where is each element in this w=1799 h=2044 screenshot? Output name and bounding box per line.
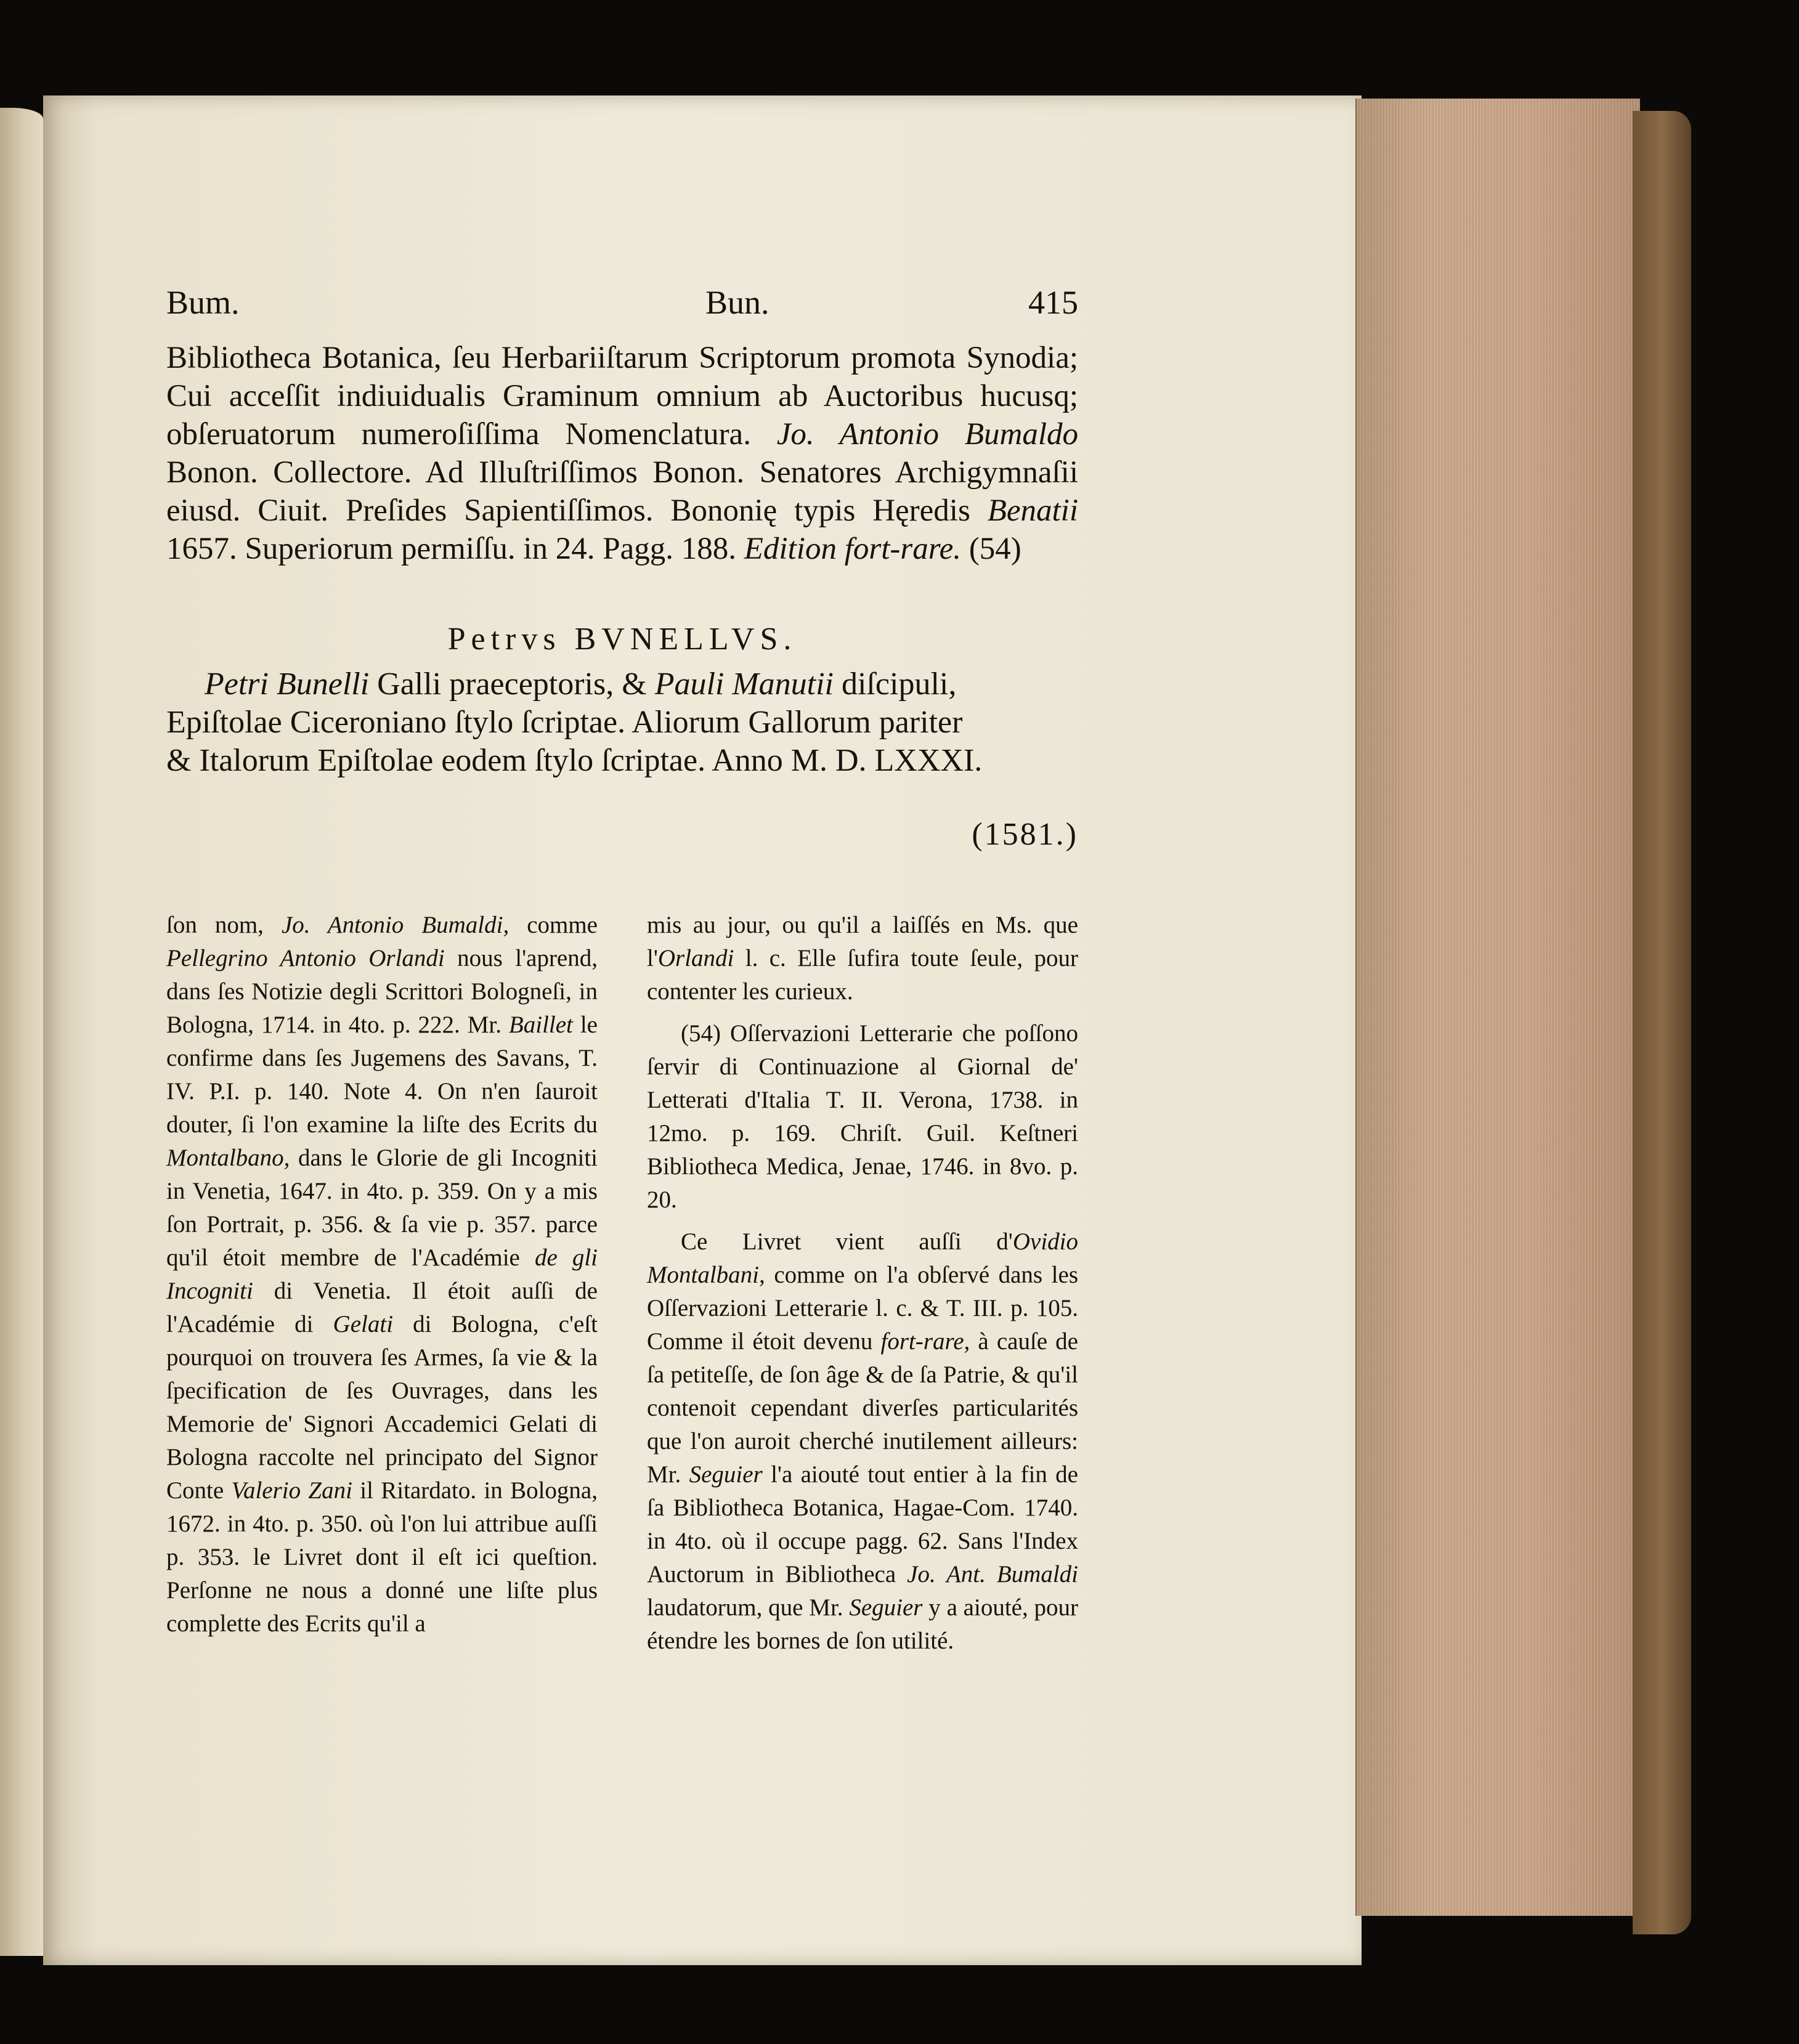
- entry-text: diſcipuli,: [834, 667, 957, 702]
- author-heading: Petrvs BVNELLVS.: [447, 622, 797, 657]
- rarity-note: Edition fort-rare.: [744, 532, 962, 566]
- book-cover-board: [1633, 111, 1691, 1934]
- running-head-left: Bum.: [166, 284, 240, 321]
- book-page: [43, 95, 1362, 1965]
- entry-text: 1657. Superiorum permiſſu. in 24. Pagg. 188.: [166, 532, 744, 566]
- paragraph: ſon nom, Jo. Antonio Bumaldi, comme Pellegrino Antonio Orlandi nous l'aprend, dans ſes Notizie degli Scrittori Bologneſi, in Bologna, 1714. in 4to. p. 222. Mr. Baillet le confirme dans ſes Jugemens des Savans, T. IV. P.I. p. 140. Note 4. On n'en ſauroit douter, ſi l'on examine la liſte des Ecrits du Montalbano, dans le Glorie de gli Incogniti in Venetia, 1647. in 4to. p. 359. On y a mis ſon Portrait, p. 356. & ſa vie p. 357. parce qu'il étoit membre de l'Académie de gli Incogniti di Venetia. Il étoit auſſi de l'Académie di Gelati di Bologna, c'eſt pourquoi on trouvera ſes Armes, ſa vie & la ſpecification de ſes Ouvrages, dans les Memorie de' Signori Accademici Gelati di Bologna raccolte nel principato del Signor Conte Valerio Zani il Ritardato. in Bologna, 1672. in 4to. p. 350. où l'on lui attribue auſſi p. 353. le Livret dont il eſt ici queſtion. Perſonne ne nous a donné une liſte plus complette des Ecrits qu'il a: [166, 912, 598, 1637]
- entry-bunellus: [166, 665, 1078, 780]
- left-column: [166, 909, 598, 1649]
- entry-text: Bonon. Collectore. Ad Illuſtriſſimos Bonon. Senatores Archigymnaſii eiusd. Ciuit. Preſides Sapientiſſimos. Bononię typis Hęredis: [166, 455, 1078, 528]
- entry-line: [166, 665, 1078, 704]
- pupil-name: Pauli Manutii: [654, 667, 834, 702]
- entry-text: Bibliotheca Botanica, ſeu Herbariiſtarum Scriptorum promota Synodia; Cui acceſſit indiuidualis Graminum omnium ab Auctoribus hucusq; obſeruatorum numeroſiſſima Nomenclatura.: [166, 341, 1078, 452]
- entry-text: Galli praeceptoris, &: [369, 667, 655, 702]
- footnote-54: (54) Oſſervazioni Letterarie che poſſono ſervir di Continuazione al Giornal de' Letterati d'Italia T. II. Verona, 1738. in 12mo. p. 169. Chriſt. Guil. Keſtneri Bibliotheca Medica, Jenae, 1746. in 8vo. p. 20.: [647, 1020, 1078, 1213]
- facing-page-edge: [0, 108, 43, 1956]
- page-number: 415: [1028, 284, 1078, 321]
- collector-name: Jo. Antonio Bumaldo: [776, 417, 1079, 452]
- paragraph: mis au jour, ou qu'il a laiſſés en Ms. que l'Orlandi l. c. Elle ſufira toute ſeule, pour contenter les curieux.: [647, 912, 1078, 1005]
- footnote-ref: (54): [961, 532, 1021, 566]
- paragraph: Ce Livret vient auſſi d'Ovidio Montalbani, comme on l'a obſervé dans les Oſſervazioni Letterarie l. c. & T. III. p. 105. Comme il étoit devenu fort-rare, à cauſe de ſa petiteſſe, de ſon âge & de ſa Patrie, & qu'il contenoit cependant diverſes particularités que l'on auroit cherché inutilement ailleurs: Mr. Seguier l'a aiouté tout entier à la fin de ſa Bibliotheca Botanica, Hagae-Com. 1740. in 4to. où il occupe pagg. 62. Sans l'Index Auctorum in Bibliotheca Jo. Ant. Bumaldi laudatorum, que Mr. Seguier y a aiouté, pour étendre les bornes de ſon utilité.: [647, 1228, 1078, 1654]
- author-genitive: Petri Bunelli: [205, 667, 370, 702]
- printer-name: Benatii: [987, 493, 1078, 528]
- entry-bumaldo: [166, 339, 1078, 568]
- year-line: (1581.): [972, 817, 1078, 852]
- running-head-center: Bun.: [705, 284, 770, 321]
- entry-line: Epiſtolae Ciceroniano ſtylo ſcriptae. Aliorum Gallorum pariter: [166, 705, 963, 740]
- running-head: [166, 283, 1078, 333]
- right-column: [647, 909, 1078, 1666]
- entry-line: & Italorum Epiſtolae eodem ſtylo ſcriptae. Anno M. D. LXXXI.: [166, 743, 983, 778]
- book-fore-edge: [1355, 99, 1640, 1916]
